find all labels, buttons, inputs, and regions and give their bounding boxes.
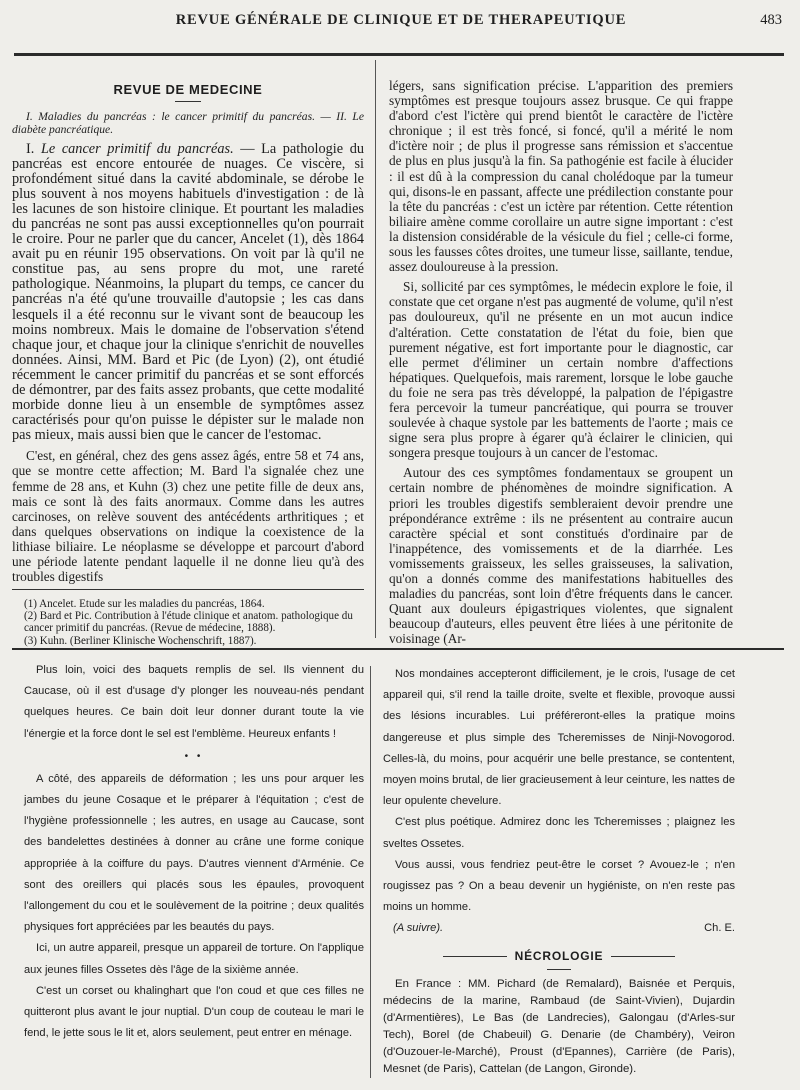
paragraph: Nos mondaines accepteront difficilement, je le crois, l'usage de cet appareil qui, s'il rend la taille droite, svelte et flexible, provoque aussi des lésions incurables. Lui préféreront-elles la pratique moins dangereuse et plus simple des Tcheremisses de Ninji-Novogorod. Celles-là, du moins, pour acquérir une belle prestance, se contentent, moyen moins brutal, de lier gracieusement à leur ceinture, les nattes de leur opulente chevelure. <box>383 668 735 808</box>
to-be-continued: (A suivre). <box>393 922 444 935</box>
section-heading-rule <box>175 101 201 102</box>
paragraph: Autour des ces symptômes fondamentaux se groupent un certain nombre de phénomènes de moindre signification. A priori les troubles digestifs sembleraient devoir prendre une prépondérance extrême : ils ne présentent au contraire aucun caractère spécial et sont constitués d'ordinaire par de l'inappétence, des vomissements et de la diarrhée. Les vomissements graisseux, les selles graisseuses, la salivation, qu'on a donnés comme des manifestations habituelles des maladies du pancréas, sont loin d'être fréquents dans le cancer. Quant aux douleurs épigastriques violentes, que signalent beaucoup d'auteurs, elles peuvent être liées à une péritonite de voisinage (Ar- <box>389 465 733 647</box>
footnote: (1) Ancelet. Etude sur les maladies du pancréas, 1864. <box>24 598 265 610</box>
paragraph: Si, sollicité par ces symptômes, le médecin explore le foie, il constate que cet organe n'est pas augmenté de volume, qu'il n'est pas douloureux, qu'il ne présente en un mot aucun indice d'altération. Cette constatation de l'état du foie, bien que purement négative, est fort importante pour le diagnostic, car elle permet d'éliminer un certain nombre d'affections hépatiques. Quelquefois, mais rarement, lorsque le lobe gauche du foie ne sera pas très développé, la palpation de l'épigastre fera percevoir la tumeur pancréatique, qui pourra se trouver soulevée à chaque systole par les battements de l'aorte ; mais ce signe sera plus propre à égarer qu'à éclairer le clinicien, qui songera presque toujours à un cancer de l'estomac. <box>389 279 733 461</box>
paragraph: légers, sans signification précise. L'apparition des premiers symptômes est presque toujours assez brusque. Ce qui frappe d'abord c'est l'ictère qui prend bientôt le caractère de l'ictère chronique ; il est très foncé, si foncé, qu'il a mérité le nom d'ictère noir ; de plus il progresse sans rémission et s'accentue de plus en plus jusqu'à la fin. Sa pathogénie est facile à élucider : il est dû à la compression du canal cholédoque par la tumeur qui, disons-le en passant, affecte une prédilection constante pour la tête du pancréas : c'est un ictère par rétention. Cette rétention biliaire amène comme corollaire un autre signe important : c'est la distension considérable de la vésicule du fiel ; celle-ci forme, sous les fausses côtes droites, une tumeur lisse, saillante, tendue, assez douloureuse à la pression. <box>389 78 733 275</box>
author-signature: Ch. E. <box>704 922 735 935</box>
paragraph: A côté, des appareils de déformation ; les uns pour arquer les jambes du jeune Cosaque et le préparer à l'équitation ; c'est de l'hygiène professionnelle ; les autres, en usage au Caucase, sont des bandelettes destinées à donner au crâne une forme conique appropriée à la coiffure du pays. D'autres viennent d'Arménie. Ce sont des oreillers qui placés sous les épaules, provoquent l'allongement du cou et le soulèvement de la poitrine ; deux qualités physiques fort appréciées par les beautés du pays. <box>24 772 364 934</box>
bottom-left-column <box>24 660 364 1044</box>
asterism: • • <box>184 750 204 762</box>
paragraph: C'est plus poétique. Admirez donc les Tcheremisses ; plaignez les sveltes Ossetes. <box>383 816 735 850</box>
ornament-rule-left <box>443 956 507 957</box>
paragraph: Vous aussi, vous fendriez peut-être le corset ? Avouez-le ; n'en rougissez pas ? On a beau devenir un hygiéniste, on n'en reste pas moins un homme. <box>383 858 735 914</box>
paragraph: C'est, en général, chez des gens assez âgés, entre 58 et 74 ans, que se montre cette affection; M. Bard l'a signalée chez une femme de 28 ans, et Kuhn (3) chez une petite fille de deux ans, mais ce sont là des faits anormaux. Comme dans les autres carcinoses, on relève souvent des antécédents arthritiques ; et dans quelques observations on indique la coexistence de la lithiase biliaire. Le néoplasme se développe et parcourt d'abord une période latente pendant laquelle il ne donne lieu qu'à des troubles digestifs <box>12 448 364 585</box>
page-header <box>20 12 782 34</box>
subsection-number: I. <box>26 140 35 157</box>
column-divider-bottom <box>370 666 371 1078</box>
necrology-text: En France : MM. Pichard (de Remalard), Baisnée et Perquis, médecins de la marine, Rambaud (de Saint-Vivien), Dujardin (d'Armentières), Le Bas (de Landrecies), Galongau (d'Arles-sur Tech), Borel (de Chabeuil) G. Denarie (de Chambéry), Veiron (d'Ouzouer-le-Marché), Proust (d'Epannes), Carrière (de Paris), Mesnet (de Paris), Cattelan (de Langon, Gironde). <box>383 977 735 1075</box>
bottom-right-column <box>383 664 735 1078</box>
footnote: (3) Kuhn. (Berliner Klinische Wochenschrift, 1887). <box>24 634 257 647</box>
running-title: REVUE GÉNÉRALE DE CLINIQUE ET DE THERAPEUTIQUE <box>175 12 627 28</box>
column-divider-top <box>375 60 376 638</box>
subsection-text: — La pathologie du pancréas est encore entourée de nuages. Ce viscère, si profondément situé dans la cavité abdominale, se dérobe le plus souvent à nos moyens habituels d'investigation : de là les lacunes de son histoire clinique. Et pourtant les maladies du pancréas ne sont pas aussi exceptionnelles qu'on pourrait le croire. Pour ne parler que du cancer, Ancelet (1), dès 1864 avait pu en réunir 195 observations. On voit par là qu'il ne constitue pas, au sens propre du mot, une rareté pathologique. Néanmoins, la plupart du temps, ce cancer du pancréas n'a été qu'une trouvaille d'autopsie ; les cas dans lesquels il a été reconnu sur le vivant sont de beaucoup les moins nombreux. Mais le domaine de l'observation s'étend chaque jour, et chaque jour la clinique s'enrichit de nouvelles données. Ainsi, MM. Bard et Pic (de Lyon) (2), ont étudié récemment le cancer primitif du pancréas et se sont efforcés de démontrer, par des faits assez probants, que cette modalité morbide donne lieu à un ensemble de symptômes assez caractérisés pour qu'on puisse le dépister sur le malade non pas mieux, mais aussi bien que le cancer de l'estomac. <box>12 140 365 444</box>
left-column <box>12 78 364 589</box>
paragraph: Ici, un autre appareil, presque un appareil de torture. On l'applique aux jeunes filles Ossetes dès l'âge de la sixième année. <box>24 942 364 976</box>
footnote-rule <box>12 589 364 590</box>
paragraph: C'est un corset ou khalinghart que l'on coud et que ces filles ne quitteront plus avant le jour nuptial. D'un coup de couteau le mari le fend, le jette sous le lit et, alors seulement, peut entrer en ménage. <box>24 984 364 1040</box>
right-column <box>389 78 733 651</box>
page-number: 483 <box>760 12 782 28</box>
ornament-rule-right <box>611 956 675 957</box>
signature-line <box>383 918 735 939</box>
subsection-paragraph <box>12 142 364 444</box>
necrology-heading-rule <box>547 969 571 970</box>
paragraph: Plus loin, voici des baquets remplis de sel. Ils viennent du Caucase, où il est d'usage d'y plonger les nouveau-nés pendant quelques heures. Ce bain doit leur donner durant toute la vie l'énergie et la force dont le sel est l'emblème. Heureux enfants ! <box>24 664 364 740</box>
section-summary: I. Maladies du pancréas : le cancer primitif du pancréas. — II. Le diabète pancréatique. <box>12 110 364 137</box>
necrology-heading-row <box>383 946 735 967</box>
necrology-heading: NÉCROLOGIE <box>514 948 604 963</box>
section-heading: REVUE DE MEDECINE <box>113 82 263 97</box>
subsection-title: Le cancer primitif du pancréas. <box>40 140 234 157</box>
section-divider <box>12 648 784 650</box>
header-rule <box>14 53 784 56</box>
footnotes <box>24 598 364 647</box>
footnote: (2) Bard et Pic. Contribution à l'étude clinique et anatom. pathologique du cancer primitif du pancréas. (Revue de médecine, 1888). <box>24 610 353 635</box>
